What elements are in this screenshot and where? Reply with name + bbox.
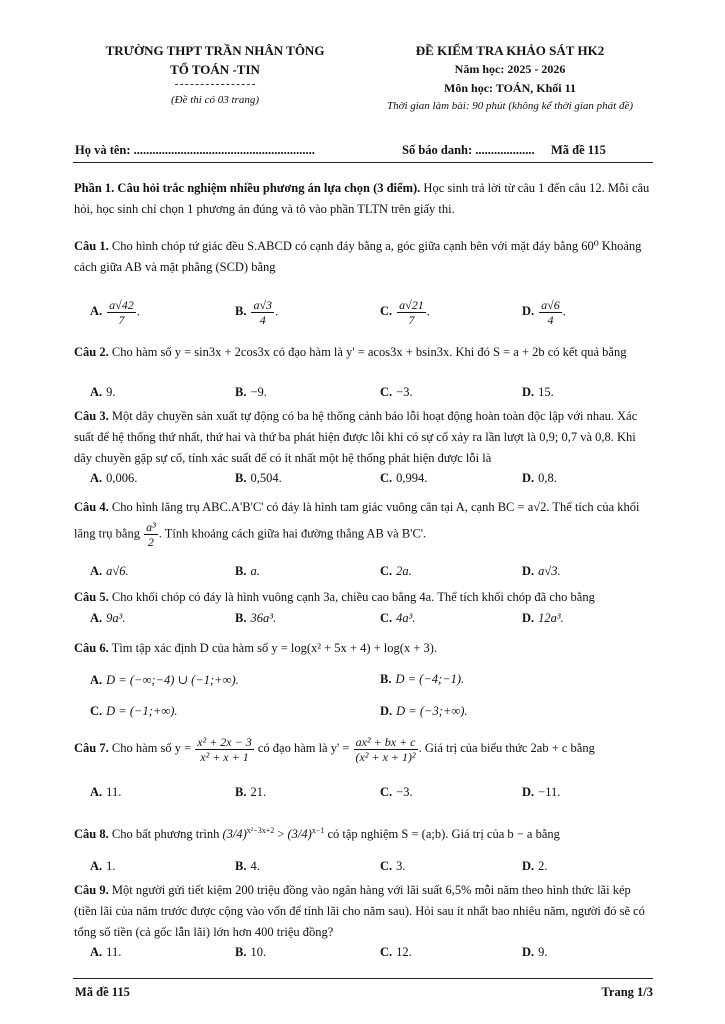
question-4: Câu 4. Cho hình lăng trụ ABC.A'B'C' có đáy là hình tam giác vuông cân tại A, cạnh BC = a√2. Thể tích của khối lăng trụ bằng $\frac{\text{a³}}{2}$ . Tính khoảng cách giữa hai đường thẳng AB và B'C'. <box>74 500 640 549</box>
option-a[interactable]: A. a√6. <box>90 564 129 578</box>
footer-exam-code: Mã đề 115 <box>75 985 130 999</box>
question-4-options <box>90 564 650 586</box>
option-a[interactable]: A. D = (−∞;−4) ∪ (−1;+∞). <box>90 673 239 687</box>
question-5: Câu 5. Cho khối chóp có đáy là hình vuông cạnh 3a, chiều cao bằng 4a. Thể tích khối chóp đã cho bằng <box>74 590 595 604</box>
question-7: Câu 7. Cho hàm số y = $\frac{\text{x² + 2x − 3}}{\text{x² + x + 1}}$ có đạo hàm là y' = $\frac{\text{ax² + bx + c}}{\text{(x² + x + 1)²}}$ . Giá trị của biểu thức 2ab + c bằng <box>74 734 595 764</box>
option-b[interactable]: B. 4. <box>235 859 260 873</box>
option-d[interactable]: D. 12a³. <box>522 611 564 625</box>
footer-page-number: Trang 1/3 <box>601 985 653 999</box>
option-c[interactable]: C. −3. <box>380 785 413 799</box>
option-a[interactable]: A. 11. <box>90 945 122 959</box>
option-c[interactable]: C. 12. <box>380 945 412 959</box>
question-1-options <box>90 298 650 338</box>
question-3-options <box>90 471 650 493</box>
option-a[interactable]: A. 9a³. <box>90 611 126 625</box>
option-c[interactable]: C. 3. <box>380 859 406 873</box>
footer-divider <box>73 978 653 979</box>
question-6-options-row1 <box>90 672 650 694</box>
divider <box>175 84 255 85</box>
option-b[interactable]: B. −9. <box>235 385 267 399</box>
option-b[interactable]: B. $\frac{a√3}{4}$ . <box>235 298 279 327</box>
sbd-field-label: Số báo danh: ................... <box>402 143 535 157</box>
option-a[interactable]: A. 11. <box>90 785 122 799</box>
time-note: Thời gian làm bài: 90 phút (không kể thời gian phát đề) <box>386 100 634 112</box>
name-field-label: Họ và tên: .......................................................... <box>75 143 315 157</box>
school-year: Năm học: 2025 - 2026 <box>454 62 566 76</box>
question-5-options <box>90 611 650 633</box>
exam-code: Mã đề 115 <box>551 143 606 157</box>
option-d[interactable]: D. 9. <box>522 945 548 959</box>
option-b[interactable]: B. 0,504. <box>235 471 282 485</box>
question-1 <box>74 236 654 278</box>
option-d[interactable]: D. 0,8. <box>522 471 557 485</box>
option-d[interactable]: D. $\frac{a√6}{4}$ . <box>522 298 566 327</box>
option-d[interactable]: D. 15. <box>522 385 554 399</box>
header-school-block <box>95 43 335 106</box>
question-7-options <box>90 785 650 807</box>
header-divider <box>73 162 653 163</box>
question-8-options <box>90 859 650 881</box>
question-3: Câu 3. Một dây chuyền sản xuất tự động có ba hệ thống cảnh báo lỗi hoạt động hoàn toàn độc lập với nhau. Xác suất để hệ thống thứ nhất, thứ hai và thứ ba phát hiện được lỗi khi có sự cố xảy ra lần lượt là 0,9; 0,7 và 0,8. Khi dây chuyền gặp sự cố, tính xác suất để có ít nhất một hệ thống phát hiện được lỗi là <box>74 409 638 465</box>
header-exam-block <box>360 43 660 112</box>
exam-title: ĐỀ KIỂM TRA KHẢO SÁT HK2 <box>415 43 605 58</box>
option-d[interactable]: D. a√3. <box>522 564 561 578</box>
part1-title: Phần 1. Câu hỏi trắc nghiệm nhiều phương án lựa chọn (3 điểm). <box>74 181 421 195</box>
option-b[interactable]: B. 36a³. <box>235 611 277 625</box>
option-a[interactable]: A. $\frac{a√42}{7}$ . <box>90 298 140 327</box>
department-name: TỔ TOÁN -TIN <box>170 62 260 77</box>
question-9: Câu 9. Một người gửi tiết kiệm 200 triệu đồng vào ngân hàng với lãi suất 6,5% mỗi năm theo hình thức lãi kép (tiền lãi của năm trước được cộng vào vốn để tính lãi cho năm sau). Hỏi sau ít nhất bao nhiêu năm, người đó sẽ có tổng số tiền (cả gốc lẫn lãi) lớn hơn 400 triệu đồng? <box>74 883 645 939</box>
school-name: TRƯỜNG THPT TRẦN NHÂN TÔNG <box>105 43 325 58</box>
option-b[interactable]: B. D = (−4;−1). <box>380 672 465 686</box>
option-c[interactable]: C. $\frac{a√21}{7}$ . <box>380 298 430 327</box>
question-8: Câu 8. Cho bất phương trình $(3/4)^{x^2-3x+2} > (3/4)^{x-1}$ có tập nghiệm S = (a;b). Giá trị của b − a bằng <box>74 826 560 842</box>
option-a[interactable]: A. 9. <box>90 385 116 399</box>
question-2-options <box>90 385 650 407</box>
option-b[interactable]: B. 10. <box>235 945 267 959</box>
option-a[interactable]: A. 1. <box>90 859 116 873</box>
option-b[interactable]: B. a. <box>235 564 260 578</box>
option-c[interactable]: C. −3. <box>380 385 413 399</box>
option-c[interactable]: C. 2a. <box>380 564 412 578</box>
part1-instructions: Học sinh trả lời từ câu 1 đến câu 12. Mỗi câu hỏi, học sinh chỉ chọn 1 phương án đúng và tô vào phần TLTN trên giấy thi. <box>74 181 650 216</box>
option-d[interactable]: D. −11. <box>522 785 561 799</box>
subject: Môn học: TOÁN, Khối 11 <box>444 81 576 95</box>
pages-note: (Đề thi có 03 trang) <box>171 94 259 106</box>
option-d[interactable]: D. D = (−3;+∞). <box>380 704 468 718</box>
question-label: Câu 1. <box>74 239 109 253</box>
part1-intro <box>74 178 654 220</box>
option-a[interactable]: A. 0,006. <box>90 471 138 485</box>
question-2: Câu 2. Cho hàm số y = sin3x + 2cos3x có đạo hàm là y' = acos3x + bsin3x. Khi đó S = a + 2b có kết quả bằng <box>74 345 627 359</box>
question-9-options <box>90 945 650 967</box>
option-b[interactable]: B. 21. <box>235 785 267 799</box>
option-d[interactable]: D. 2. <box>522 859 548 873</box>
option-c[interactable]: C. D = (−1;+∞). <box>90 704 178 718</box>
question-6: Câu 6. Tìm tập xác định D của hàm số y = log(x² + 5x + 4) + log(x + 3). <box>74 641 438 655</box>
question-6-options-row2 <box>90 704 650 726</box>
question-text: Cho hình chóp tứ giác đều S.ABCD có cạnh đáy bằng a, góc giữa cạnh bên với mặt đáy bằng 60⁰ Khoảng cách giữa AB và mặt phẳng (SCD) bằng <box>74 239 642 274</box>
option-c[interactable]: C. 4a³. <box>380 611 416 625</box>
option-c[interactable]: C. 0,994. <box>380 471 428 485</box>
